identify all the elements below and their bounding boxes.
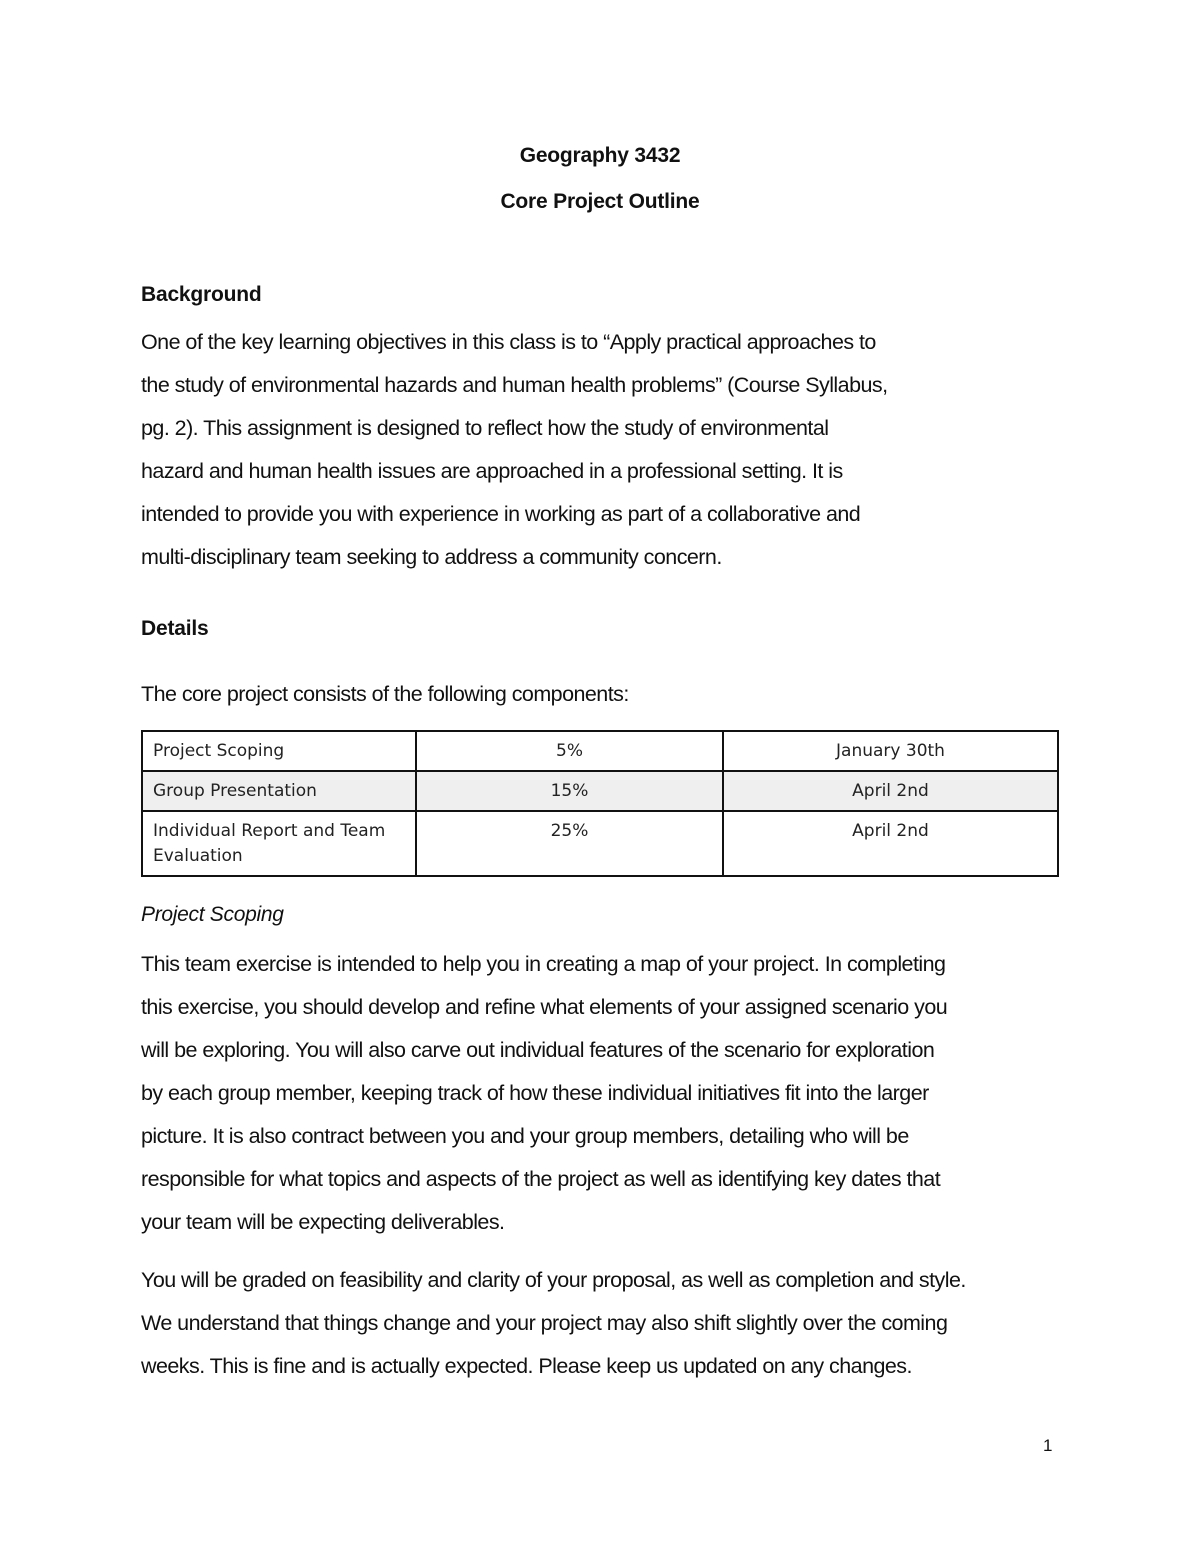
- component-weight: 25%: [416, 811, 723, 876]
- paragraph-line: You will be graded on feasibility and clarity of your proposal, as well as completion and style.: [141, 1268, 966, 1292]
- components-table: [141, 730, 1059, 877]
- paragraph-line: will be exploring. You will also carve out individual features of the scenario for exploration: [141, 1038, 935, 1062]
- document-title: Geography 3432: [519, 144, 681, 167]
- background-heading: Background: [141, 283, 262, 306]
- details-intro: The core project consists of the following components:: [141, 682, 629, 706]
- component-due-date: April 2nd: [723, 811, 1058, 876]
- paragraph-line: responsible for what topics and aspects of the project as well as identifying key dates that: [141, 1167, 941, 1191]
- paragraph-line: your team will be expecting deliverables.: [141, 1210, 505, 1234]
- paragraph-line: pg. 2). This assignment is designed to reflect how the study of environmental: [141, 416, 829, 440]
- paragraph-line: this exercise, you should develop and refine what elements of your assigned scenario you: [141, 995, 948, 1019]
- paragraph-line: We understand that things change and your project may also shift slightly over the coming: [141, 1311, 948, 1335]
- paragraph-line: multi-disciplinary team seeking to address a community concern.: [141, 545, 722, 569]
- table-row: [142, 811, 1058, 876]
- paragraph-line: intended to provide you with experience in working as part of a collaborative and: [141, 502, 861, 526]
- background-paragraph: [141, 321, 888, 579]
- component-weight: 15%: [416, 771, 723, 811]
- paragraph-line: This team exercise is intended to help you in creating a map of your project. In completing: [141, 952, 946, 976]
- paragraph-line: the study of environmental hazards and human health problems” (Course Syllabus,: [141, 373, 888, 397]
- component-due-date: April 2nd: [723, 771, 1058, 811]
- component-name: Individual Report and Team Evaluation: [142, 811, 416, 876]
- page-number: 1: [1043, 1436, 1053, 1455]
- component-name: Project Scoping: [142, 731, 416, 771]
- project-scoping-paragraph: [141, 943, 947, 1244]
- paragraph-line: weeks. This is fine and is actually expected. Please keep us updated on any changes.: [141, 1354, 912, 1378]
- project-scoping-heading: Project Scoping: [141, 903, 284, 926]
- table-row: [142, 771, 1058, 811]
- details-heading: Details: [141, 617, 209, 640]
- paragraph-line: One of the key learning objectives in this class is to “Apply practical approaches to: [141, 330, 876, 354]
- paragraph-line: picture. It is also contract between you and your group members, detailing who will be: [141, 1124, 909, 1148]
- component-name: Group Presentation: [142, 771, 416, 811]
- grading-paragraph: [141, 1259, 966, 1388]
- component-due-date: January 30th: [723, 731, 1058, 771]
- paragraph-line: hazard and human health issues are approached in a professional setting. It is: [141, 459, 843, 483]
- table-row: [142, 731, 1058, 771]
- document-subtitle: Core Project Outline: [500, 190, 700, 213]
- paragraph-line: by each group member, keeping track of how these individual initiatives fit into the larger: [141, 1081, 929, 1105]
- component-weight: 5%: [416, 731, 723, 771]
